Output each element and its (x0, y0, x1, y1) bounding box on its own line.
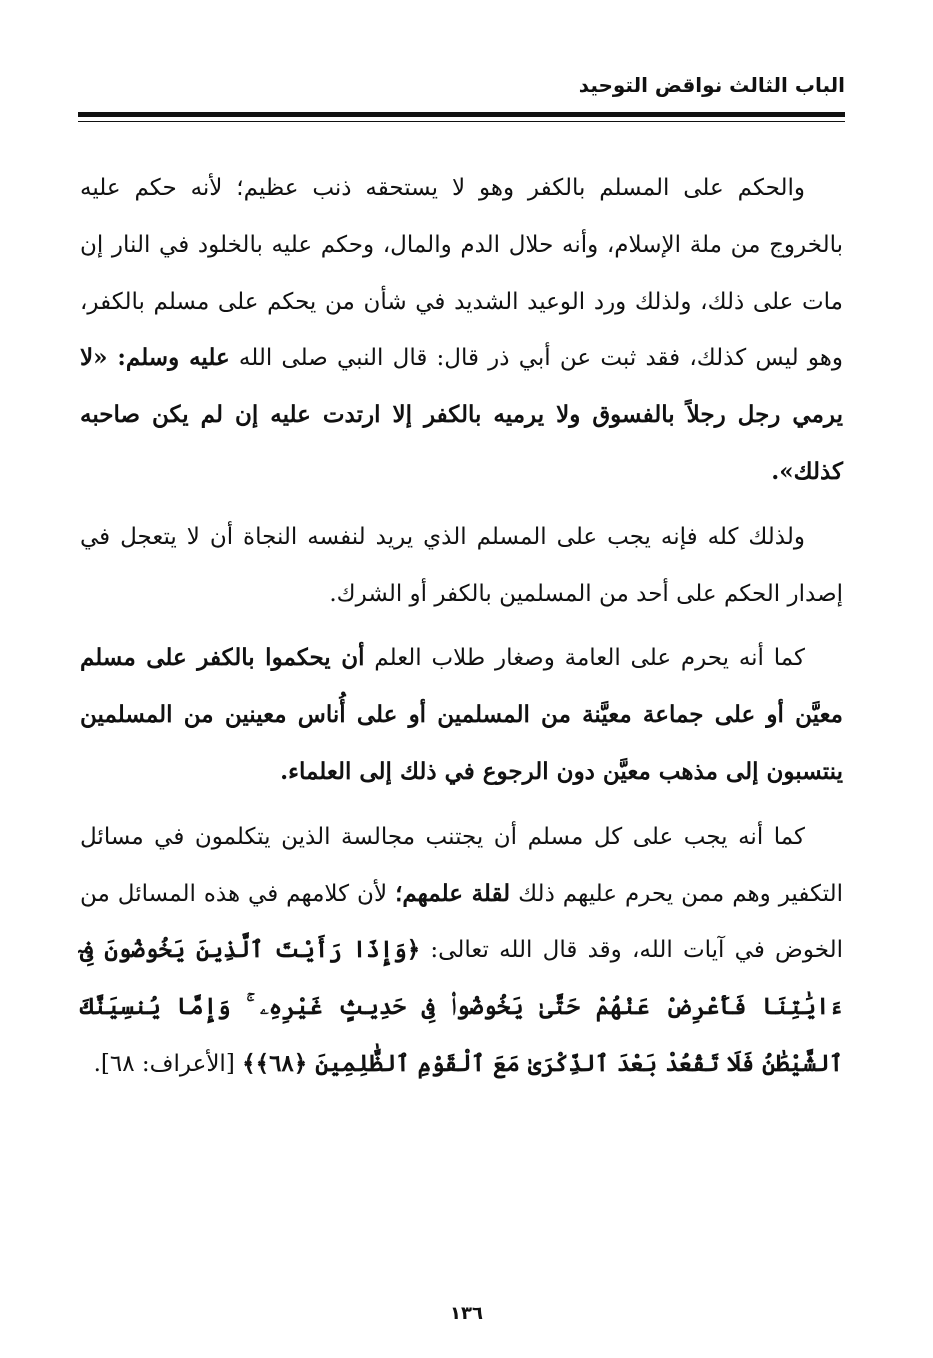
paragraph-4-text: كما أنه يجب على كل مسلم أن يجتنب مجالسة الذين يتكلمون في مسائل التكفير وهم ممن يحرم عليهم ذلك (80, 823, 844, 907)
verse-reference: [الأعراف: ٦٨]. (93, 1050, 235, 1077)
hadith-quote: عليه وسلم: «لا يرمي رجل رجلاً بالفسوق ولا يرميه بالكفر إلا ارتدت عليه إن لم يكن صاحبه كذلك». (80, 344, 843, 485)
paragraph-3 (80, 630, 843, 800)
running-header: الباب الثالث نواقض التوحيد (578, 73, 845, 97)
header-rule-thin (78, 121, 845, 122)
body-text (80, 160, 843, 1101)
page-number: ١٣٦ (450, 1303, 483, 1324)
paragraph-3-bold: أن يحكموا بالكفر على مسلم معيَّن أو على جماعة معيَّنة من المسلمين أو على أُناس معينين من المسلمين ينتسبون إلى مذهب معيَّن دون الرجوع في ذلك إلى العلماء. (80, 644, 843, 785)
paragraph-4-rest: لأن كلامهم في هذه المسائل من الخوض في آيات الله، وقد قال الله تعالى: (80, 880, 843, 964)
paragraph-1 (80, 160, 843, 501)
quran-verse: ﴿وَإِذَا رَأَيْتَ ٱلَّذِينَ يَخُوضُونَ فِىٓ ءَايَٰتِنَا فَأَعْرِضْ عَنْهُمْ حَتَّىٰ يَخُوضُوا۟ فِى حَدِيثٍ غَيْرِهِۦ ۚ وَإِمَّا يُنسِيَنَّكَ ٱلشَّيْطَٰنُ فَلَا تَقْعُدْ بَعْدَ ٱلذِّكْرَىٰ مَعَ ٱلْقَوْمِ ٱلظَّٰلِمِينَ ﴿٦٨﴾﴾ (80, 936, 843, 1077)
paragraph-4-bold: لقلة علمهم؛ (395, 879, 511, 907)
header-rule-thick (78, 112, 845, 117)
paragraph-1-text: والحكم على المسلم بالكفر وهو لا يستحقه ذنب عظيم؛ لأنه حكم عليه بالخروج من ملة الإسلام، وأنه حلال الدم والمال، وحكم عليه بالخلود في النار إن مات على ذلك، ولذلك ورد الوعيد الشديد في شأن من يحكم على مسلم بالكفر، وهو ليس كذلك، فقد ثبت عن أبي ذر قال: قال النبي صلى الله (80, 175, 843, 372)
paragraph-2-text: ولذلك كله فإنه يجب على المسلم الذي يريد لنفسه النجاة أن لا يتعجل في إصدار الحكم على أحد من المسلمين بالكفر أو الشرك. (80, 523, 843, 607)
paragraph-3-text: كما أنه يحرم على العامة وصغار طلاب العلم (374, 645, 806, 672)
paragraph-4 (80, 809, 843, 1093)
paragraph-2 (80, 509, 843, 623)
